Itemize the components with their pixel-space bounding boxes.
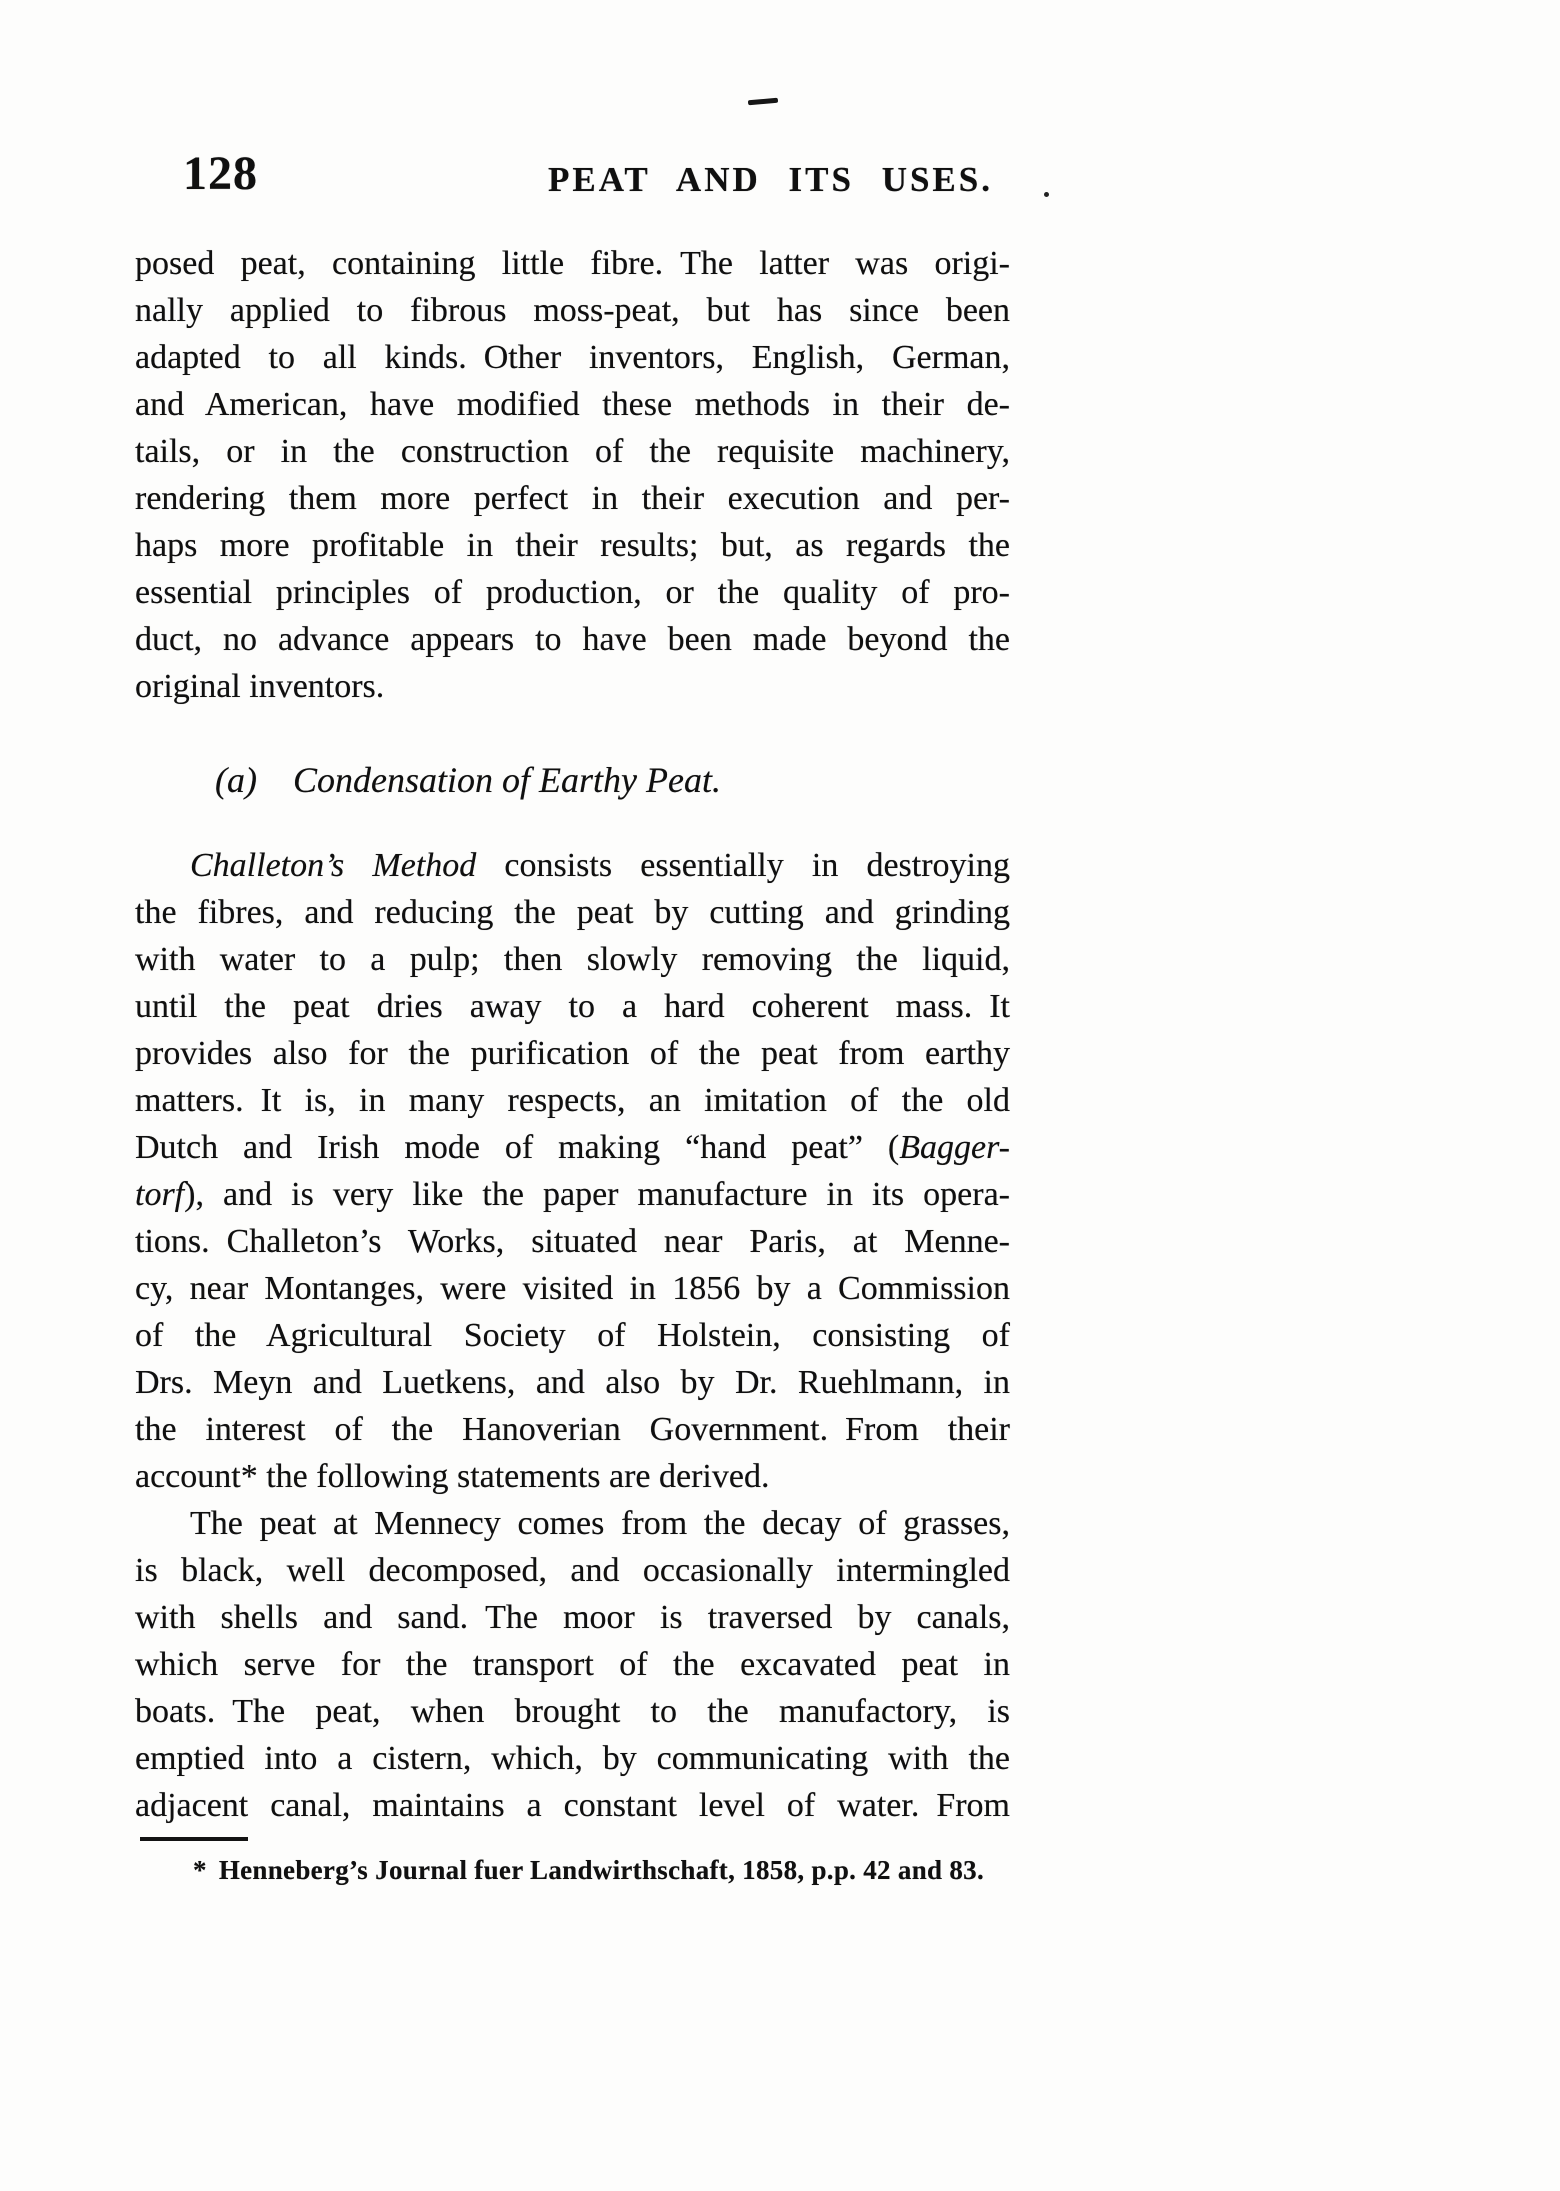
text-line: [135, 1547, 1010, 1594]
text-segment: with shells and sand. The moor is traversed by canals,: [135, 1599, 1010, 1636]
scan-artifact-dash: [748, 98, 778, 106]
scan-artifact-dot: [1044, 192, 1049, 197]
paragraph: [135, 240, 1010, 710]
text-segment: Bagger-: [899, 1129, 1010, 1166]
text-segment: matters. It is, in many respects, an imitation of the old: [135, 1082, 1010, 1119]
text-segment: duct, no advance appears to have been made beyond the: [135, 621, 1010, 658]
text-line: [135, 1171, 1010, 1218]
section-heading: [135, 757, 1010, 804]
text-segment: and American, have modified these methods in their de-: [135, 386, 1010, 423]
text-line: [135, 381, 1010, 428]
text-line: [135, 287, 1010, 334]
text-line: [135, 1782, 1010, 1829]
text-segment: ), and is very like the paper manufacture in its opera-: [184, 1176, 1010, 1213]
paragraph: [135, 842, 1010, 1500]
text-segment: adapted to all kinds. Other inventors, English, German,: [135, 339, 1010, 376]
text-line: [135, 616, 1010, 663]
text-line: [135, 475, 1010, 522]
text-segment: rendering them more perfect in their execution and per-: [135, 480, 1010, 517]
text-segment: Challeton’s Method: [190, 847, 477, 884]
footnote-text: Henneberg’s Journal fuer Landwirthschaft, 1858, p.p. 42 and 83.: [218, 1855, 985, 1885]
text-blocks: [135, 240, 1010, 1829]
text-segment: nally applied to fibrous moss-peat, but has since been: [135, 292, 1010, 329]
text-segment: (a): [215, 760, 257, 800]
footnote-marker: *: [193, 1855, 207, 1885]
footnote: [135, 1853, 1010, 1887]
text-line: [135, 1453, 1010, 1500]
text-line: [135, 1641, 1010, 1688]
paragraph: [135, 1500, 1010, 1829]
text-column: [135, 240, 1010, 1887]
page-number: 128: [183, 147, 258, 200]
text-line: [135, 1594, 1010, 1641]
footnote-rule: [140, 1837, 248, 1841]
text-segment: the fibres, and reducing the peat by cutting and grinding: [135, 894, 1010, 931]
text-line: [135, 663, 1010, 710]
text-segment: haps more profitable in their results; but, as regards the: [135, 527, 1010, 564]
text-segment: until the peat dries away to a hard coherent mass. It: [135, 988, 1010, 1025]
text-line: [135, 983, 1010, 1030]
text-segment: essential principles of production, or the quality of pro-: [135, 574, 1010, 611]
text-line: [135, 240, 1010, 287]
text-line: [135, 1265, 1010, 1312]
text-line: [135, 569, 1010, 616]
text-segment: The peat at Mennecy comes from the decay of grasses,: [190, 1505, 1010, 1542]
text-line: [135, 522, 1010, 569]
text-segment: original inventors.: [135, 668, 385, 705]
text-segment: Dutch and Irish mode of making “hand peat” (: [135, 1129, 900, 1166]
text-segment: [257, 760, 293, 800]
text-segment: provides also for the purification of the peat from earthy: [135, 1035, 1010, 1072]
text-segment: boats. The peat, when brought to the manufactory, is: [135, 1693, 1010, 1730]
text-line: [135, 428, 1010, 475]
text-line: [135, 1218, 1010, 1265]
text-segment: is black, well decomposed, and occasionally intermingled: [135, 1552, 1010, 1589]
text-segment: with water to a pulp; then slowly removing the liquid,: [135, 941, 1010, 978]
text-line: [135, 1077, 1010, 1124]
text-segment: of the Agricultural Society of Holstein, consisting of: [135, 1317, 1010, 1354]
text-segment: tails, or in the construction of the requisite machinery,: [135, 433, 1010, 470]
text-line: [135, 334, 1010, 381]
text-line: [215, 757, 1010, 804]
text-line: [135, 936, 1010, 983]
text-segment: which serve for the transport of the excavated peat in: [135, 1646, 1010, 1683]
text-segment: Condensation of Earthy Peat.: [292, 760, 721, 800]
text-line: [135, 1406, 1010, 1453]
text-segment: tions. Challeton’s Works, situated near Paris, at Menne-: [135, 1223, 1010, 1260]
text-segment: torf: [135, 1176, 185, 1213]
text-segment: Drs. Meyn and Luetkens, and also by Dr. Ruehlmann, in: [135, 1364, 1010, 1401]
text-line: [135, 889, 1010, 936]
text-line: [135, 1359, 1010, 1406]
text-segment: adjacent canal, maintains a constant level of water. From: [135, 1787, 1010, 1824]
running-head: PEAT AND ITS USES.: [548, 160, 993, 199]
text-line: [135, 1735, 1010, 1782]
text-line: [135, 1500, 1010, 1547]
text-line: [135, 1688, 1010, 1735]
text-segment: account* the following statements are derived.: [135, 1458, 770, 1495]
text-line: [135, 1124, 1010, 1171]
text-line: [135, 842, 1010, 889]
text-segment: cy, near Montanges, were visited in 1856 by a Commission: [135, 1270, 1010, 1307]
text-line: [135, 1312, 1010, 1359]
text-line: [135, 1030, 1010, 1077]
text-segment: the interest of the Hanoverian Government. From their: [135, 1411, 1010, 1448]
text-segment: emptied into a cistern, which, by communicating with the: [135, 1740, 1010, 1777]
text-segment: consists essentially in destroying: [476, 847, 1011, 884]
text-segment: posed peat, containing little fibre. The latter was origi-: [135, 245, 1010, 282]
